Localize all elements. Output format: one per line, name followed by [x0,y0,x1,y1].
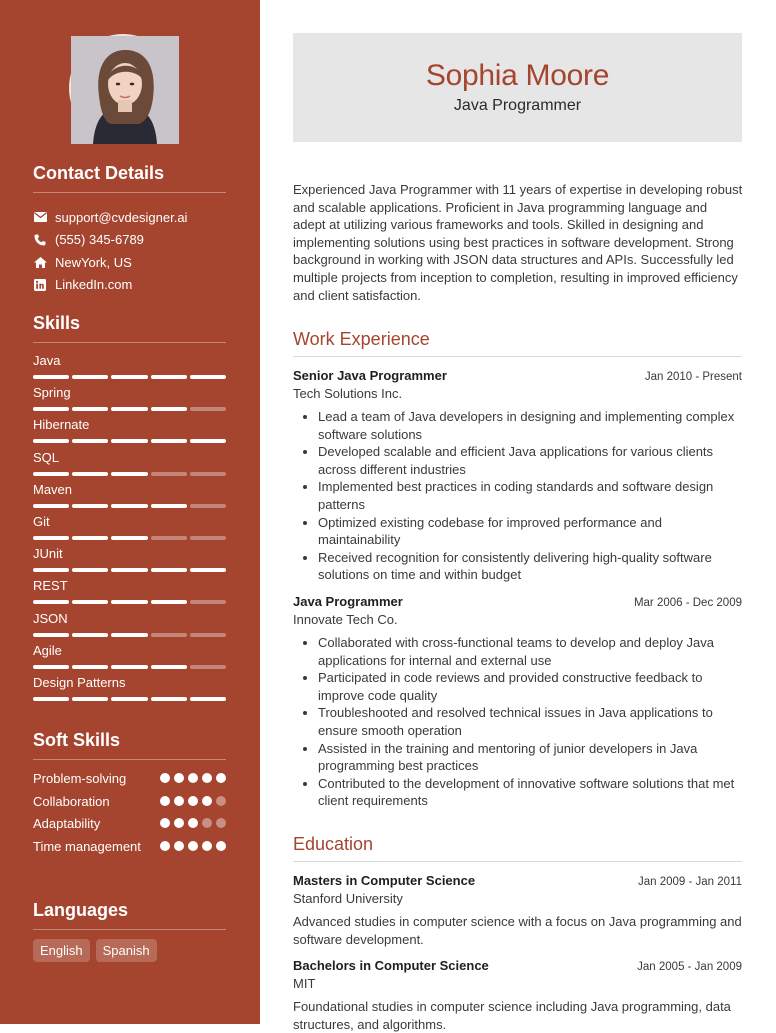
degree-title: Bachelors in Computer Science [293,958,489,973]
skill-level-segment [151,375,187,379]
education-description: Foundational studies in computer science including Java programming, data structures, and algorithms. [293,999,731,1032]
skill-item [33,546,226,578]
contact-linkedin-text: LinkedIn.com [55,277,133,293]
skill-item [33,482,226,514]
skill-level-segment [33,665,69,669]
skill-level-segment [190,472,226,476]
skill-item [33,417,226,449]
rating-dot [188,773,198,783]
contact-location-text: NewYork, US [55,254,132,270]
job-bullet: • Developed scalable and efficient Java applications for various clients across different industries [318,443,742,478]
job-bullet: • Participated in code reviews and provided constructive feedback to improve code quality [318,669,742,704]
skill-level-segment [111,536,147,540]
skill-item [33,450,226,482]
skill-level-segment [33,375,69,379]
skill-item [33,353,226,385]
skill-level-segment [111,697,147,701]
contact-email-text: support@cvdesigner.ai [55,209,188,225]
skill-level-segment [33,568,69,572]
soft-skill-name: Problem-solving [33,771,127,786]
skill-level-segment [33,407,69,411]
candidate-role: Java Programmer [453,97,582,114]
skill-item [33,675,226,707]
skill-level-segment [190,665,226,669]
skill-level-segment [72,504,108,508]
skill-level-segment [111,633,147,637]
skill-level-segment [111,472,147,476]
rating-dot [160,841,170,851]
skill-level-segment [33,504,69,508]
skill-level-bar [33,568,226,572]
skill-level-segment [72,407,108,411]
rating-dot [188,841,198,851]
skill-level-segment [72,375,108,379]
rating-dot [174,796,184,806]
rating-dot [202,773,212,783]
skill-name: Maven [33,481,73,497]
contact-phone-text: (555) 345-6789 [55,232,144,248]
soft-skill-item [33,793,226,810]
skill-level-segment [190,439,226,443]
job-bullet: • Received recognition for consistently delivering high-quality software solutions on time and within budget [318,549,742,584]
rating-dot [174,773,184,783]
skill-level-bar [33,633,226,637]
skill-level-segment [72,600,108,604]
skill-level-segment [190,633,226,637]
skill-name: Git [33,513,50,529]
rating-dot [160,773,170,783]
skill-level-segment [111,600,147,604]
job-bullet: • Contributed to the development of innovative software solutions that met client requirements [318,775,742,810]
skill-level-segment [151,472,187,476]
soft-skill-name: Adaptability [33,816,101,831]
skill-level-segment [72,697,108,701]
rating-dot [202,841,212,851]
skill-level-bar [33,600,226,604]
school-name: Stanford University [293,891,403,906]
rating-dot [202,796,212,806]
profile-photo [71,36,179,144]
candidate-name: Sophia Moore [425,59,610,92]
job-entry [293,367,742,584]
skill-level-segment [151,697,187,701]
skill-level-bar [33,697,226,701]
skill-level-segment [151,633,187,637]
profile-summary: Experienced Java Programmer with 11 years of expertise in developing robust and scalable applications. Proficient in Java programming language and adept at utilizing various frameworks and tools. Skilled in designing and implementing solutions using best practices in software development. Strong background in working with JSON data structures and APIs. Successfully led multiple projects from inception to completion, resulting in improved efficiency and client satisfaction. [293,182,743,303]
soft-skill-name: Time management [33,838,141,854]
skills-heading: Skills [33,313,226,343]
skill-level-segment [190,407,226,411]
skill-level-segment [33,633,69,637]
rating-dot [216,841,226,851]
sidebar [0,0,260,1024]
skill-name: REST [33,578,68,594]
skill-level-segment [72,568,108,572]
job-bullet: • Troubleshooted and resolved technical issues in Java applications to ensure smooth operation [318,704,742,739]
skill-level-segment [151,504,187,508]
skill-level-segment [111,665,147,669]
contact-phone[interactable] [33,229,233,252]
skill-level-segment [190,697,226,701]
rating-dot [216,796,226,806]
rating-dot [216,773,226,783]
linkedin-icon [33,278,47,292]
skill-level-bar [33,375,226,379]
contact-location [33,251,233,274]
skill-level-segment [190,375,226,379]
rating-dot [216,818,226,828]
soft-skill-item [33,815,226,832]
language-tag: English [33,939,90,962]
skill-level-segment [111,407,147,411]
skill-level-segment [111,375,147,379]
education-dates: Jan 2009 - Jan 2011 [637,876,742,888]
contact-heading: Contact Details [33,163,226,193]
avatar [69,34,177,142]
name-header [293,33,742,142]
education-entry [293,872,742,948]
skill-level-segment [33,600,69,604]
job-company: Tech Solutions Inc. [293,386,403,401]
job-entry [293,593,742,810]
rating-dot [188,796,198,806]
skill-level-segment [151,665,187,669]
rating-dot [174,841,184,851]
degree-title: Masters in Computer Science [293,873,476,888]
soft-skill-rating [160,793,226,810]
skill-level-segment [72,536,108,540]
skill-level-segment [151,600,187,604]
skill-level-bar [33,472,226,476]
skill-name: SQL [33,449,60,465]
skill-item [33,385,226,417]
language-tag: Spanish [96,939,157,962]
skill-name: Java [33,353,61,368]
skill-level-segment [72,633,108,637]
skill-name: Spring [33,385,71,401]
job-bullet: • Collaborated with cross-functional teams to develop and deploy Java applications for internal and external use [318,634,742,669]
skills-list [33,353,226,707]
skill-level-segment [151,439,187,443]
rating-dot [202,818,212,828]
school-name: MIT [293,976,316,991]
education-entry [293,957,742,1033]
job-dates: Jan 2010 - Present [644,371,742,383]
skill-item [33,611,226,643]
work-experience-heading: Work Experience [293,329,742,357]
languages-heading: Languages [33,900,226,930]
job-title: Java Programmer [293,594,403,609]
skill-item [33,514,226,546]
soft-skills-list [33,770,226,860]
job-bullets [293,408,742,584]
skill-level-bar [33,536,226,540]
skill-name: Hibernate [33,417,90,433]
soft-skill-rating [160,838,226,855]
education-dates: Jan 2005 - Jan 2009 [637,961,742,973]
skill-level-segment [33,536,69,540]
soft-skills-heading: Soft Skills [33,730,226,760]
job-bullet: • Implemented best practices in coding standards and software design patterns [318,478,742,513]
skill-level-segment [33,472,69,476]
home-icon [33,255,47,269]
job-dates: Mar 2006 - Dec 2009 [633,597,742,609]
phone-icon [33,233,47,247]
skill-level-segment [111,568,147,572]
skill-level-segment [190,504,226,508]
skill-level-bar [33,665,226,669]
contact-email[interactable] [33,206,233,229]
soft-skill-item [33,838,226,855]
contact-linkedin[interactable] [33,274,233,297]
skill-level-segment [33,697,69,701]
skill-item [33,643,226,675]
skill-level-bar [33,504,226,508]
job-bullet: • Optimized existing codebase for improved performance and maintainability [318,514,742,549]
skill-name: JSON [33,610,68,626]
skill-level-bar [33,407,226,411]
education-description: Advanced studies in computer science with a focus on Java programming and software development. [293,914,742,947]
skill-level-segment [111,439,147,443]
job-title: Senior Java Programmer [293,368,447,383]
skill-level-segment [151,568,187,572]
rating-dot [174,818,184,828]
envelope-icon [33,210,47,224]
contact-list [33,206,233,296]
skill-item [33,578,226,610]
skill-level-segment [151,536,187,540]
skill-level-segment [151,407,187,411]
soft-skill-item [33,770,226,787]
languages-list [33,939,157,962]
skill-level-segment [190,600,226,604]
skill-level-segment [72,439,108,443]
skill-level-segment [72,665,108,669]
soft-skill-rating [160,815,226,832]
skill-level-bar [33,439,226,443]
job-bullet: • Assisted in the training and mentoring of junior developers in Java programming best practices [318,740,742,775]
skill-name: Design Patterns [33,674,126,690]
soft-skill-rating [160,770,226,787]
job-bullet: • Lead a team of Java developers in designing and implementing complex software solutions [318,408,742,443]
skill-name: JUnit [33,546,63,562]
skill-level-segment [33,439,69,443]
skill-level-segment [111,504,147,508]
rating-dot [160,818,170,828]
job-company: Innovate Tech Co. [293,612,398,627]
rating-dot [188,818,198,828]
education-heading: Education [293,834,742,862]
skill-level-segment [190,568,226,572]
skill-level-segment [190,536,226,540]
skill-level-segment [72,472,108,476]
soft-skill-name: Collaboration [33,793,110,809]
skill-name: Agile [33,642,62,658]
rating-dot [160,796,170,806]
job-bullets [293,634,742,810]
